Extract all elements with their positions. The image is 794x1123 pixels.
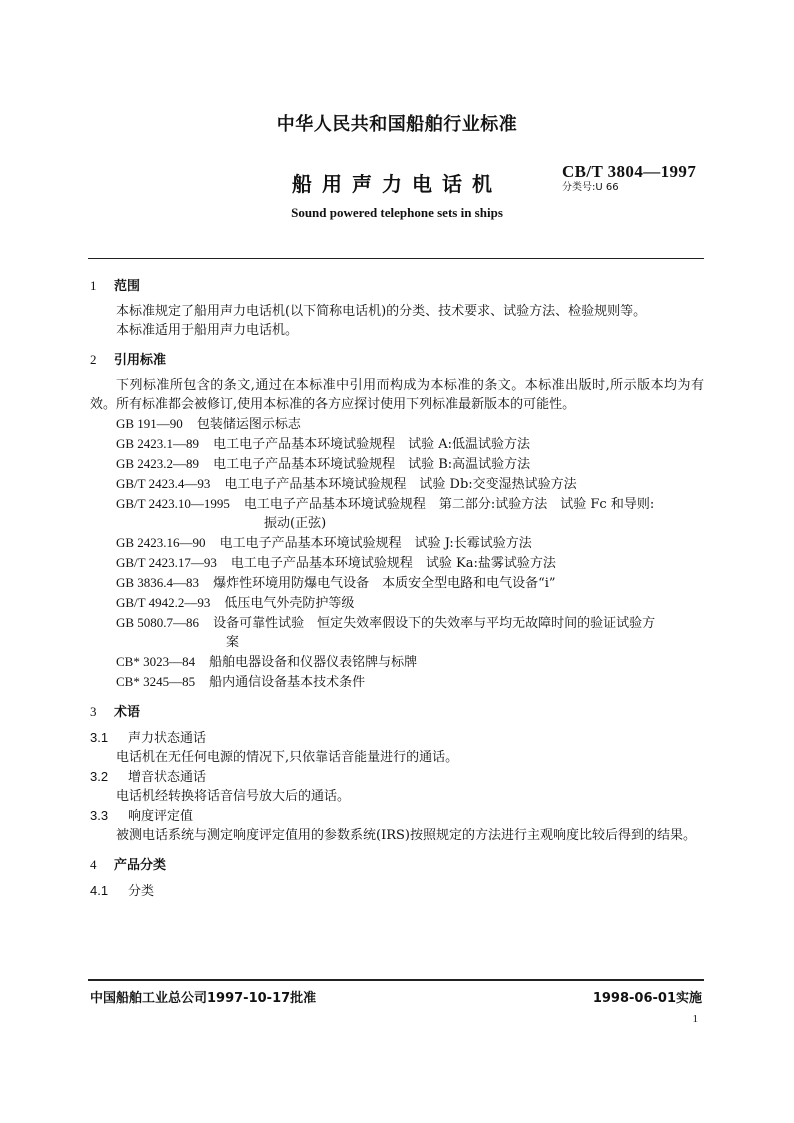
document-body (90, 276, 704, 901)
definition-text: 电话机经转换将话音信号放大后的通话。 (116, 789, 351, 804)
section-3-heading (90, 702, 704, 722)
section-title: 范围 (114, 279, 141, 294)
reference-code: GB 2423.2—89 (116, 456, 200, 471)
section-number: 1 (90, 278, 97, 293)
reference-item (90, 414, 704, 434)
reference-code: GB 191—90 (116, 416, 183, 431)
reference-code: CB* 3023—84 (116, 654, 196, 669)
reference-item (90, 672, 704, 692)
definition-text: 被测电话系统与测定响度评定值用的参数系统(IRS)按照规定的方法进行主观响度比较后得到的结果。 (116, 828, 696, 843)
subsection-number: 4.1 (90, 883, 109, 898)
reference-item (90, 613, 704, 652)
reference-item (90, 474, 704, 494)
reference-item (90, 553, 704, 573)
reference-title: 包装储运图示标志 (196, 417, 301, 432)
reference-code: GB/T 2423.10—1995 (116, 496, 230, 511)
reference-item (90, 454, 704, 474)
reference-title: 电工电子产品基本环境试验规程 试验 Ka:盐雾试验方法 (230, 556, 556, 571)
reference-title: 低压电气外壳防护等级 (224, 596, 355, 611)
reference-item (90, 593, 704, 613)
section-number: 4 (90, 857, 97, 872)
subsection-title: 增音状态通话 (128, 770, 207, 785)
subsection-title: 响度评定值 (128, 809, 194, 824)
section-2-heading (90, 350, 704, 370)
reference-code: GB/T 4942.2—93 (116, 595, 211, 610)
standard-title-chinese: 船用声力电话机 (292, 172, 502, 196)
subsection-number: 3.2 (90, 769, 109, 784)
header-divider (88, 258, 704, 259)
reference-code: CB* 3245—85 (116, 674, 196, 689)
subsection-number: 3.3 (90, 808, 109, 823)
reference-item (90, 652, 704, 672)
reference-title: 船内通信设备基本技术条件 (209, 675, 366, 690)
section-title: 产品分类 (114, 858, 167, 873)
approval-statement: 中国船舶工业总公司1997-10-17批准 (90, 991, 317, 1006)
reference-title: 电工电子产品基本环境试验规程 第二部分:试验方法 试验 Fc 和导则: (243, 497, 655, 512)
subsection-title: 声力状态通话 (128, 731, 207, 746)
reference-title-continued: 案 (226, 635, 240, 650)
definition-text: 电话机在无任何电源的情况下,只依靠话音能量进行的通话。 (116, 750, 459, 765)
reference-code: GB/T 2423.4—93 (116, 476, 211, 491)
section-title: 术语 (114, 705, 141, 720)
subsection-4-1-heading (90, 881, 704, 901)
section-number: 2 (90, 352, 97, 367)
reference-code: GB 3836.4—83 (116, 575, 200, 590)
subsection-number: 3.1 (90, 730, 109, 745)
reference-item (90, 494, 704, 533)
reference-title: 电工电子产品基本环境试验规程 试验 J:长霉试验方法 (219, 536, 532, 551)
effective-date: 1998-06-01实施 (592, 991, 702, 1006)
paragraph: 本标准规定了船用声力电话机(以下简称电话机)的分类、技术要求、试验方法、检验规则等。 (116, 304, 647, 319)
reference-item (90, 573, 704, 593)
reference-title: 爆炸性环境用防爆电气设备 本质安全型电路和电气设备“i” (213, 576, 556, 591)
subsection-title: 分类 (128, 884, 155, 899)
standard-title-english: Sound powered telephone sets in ships (291, 205, 503, 220)
paragraph: 下列标准所包含的条文,通过在本标准中引用而构成为本标准的条文。本标准出版时,所示版本均为有效。所有标准都会被修订,使用本标准的各方应探讨使用下列标准最新版本的可能性。 (90, 378, 704, 412)
section-1-heading (90, 276, 704, 296)
reference-code: GB 2423.1—89 (116, 436, 200, 451)
subsection-3-2-heading (90, 767, 704, 787)
subsection-3-3-heading (90, 806, 704, 826)
section-4-heading (90, 855, 704, 875)
subsection-3-1-heading (90, 728, 704, 748)
reference-item (90, 533, 704, 553)
reference-title: 设备可靠性试验 恒定失效率假设下的失效率与平均无故障时间的验证试验方 (213, 616, 656, 631)
page-number: 1 (692, 1013, 698, 1025)
reference-title-continued: 振动(正弦) (264, 516, 327, 531)
footer-divider (88, 979, 704, 981)
classification-number: 分类号:U 66 (562, 182, 619, 193)
section-number: 3 (90, 704, 97, 719)
reference-item (90, 434, 704, 454)
paragraph: 本标准适用于船用声力电话机。 (116, 323, 299, 338)
reference-code: GB/T 2423.17—93 (116, 555, 217, 570)
reference-title: 电工电子产品基本环境试验规程 试验 B:高温试验方法 (213, 457, 531, 472)
reference-code: GB 2423.16—90 (116, 535, 206, 550)
reference-title: 船舶电器设备和仪器仪表铭牌与标牌 (209, 655, 418, 670)
standard-code: CB/T 3804—1997 (562, 162, 697, 181)
reference-code: GB 5080.7—86 (116, 615, 200, 630)
reference-title: 电工电子产品基本环境试验规程 试验 Db:交变湿热试验方法 (224, 477, 577, 492)
section-title: 引用标准 (114, 353, 167, 368)
reference-title: 电工电子产品基本环境试验规程 试验 A:低温试验方法 (213, 437, 530, 452)
issuing-organization: 中华人民共和国船舶行业标准 (276, 114, 518, 135)
standard-id-block (562, 163, 712, 195)
